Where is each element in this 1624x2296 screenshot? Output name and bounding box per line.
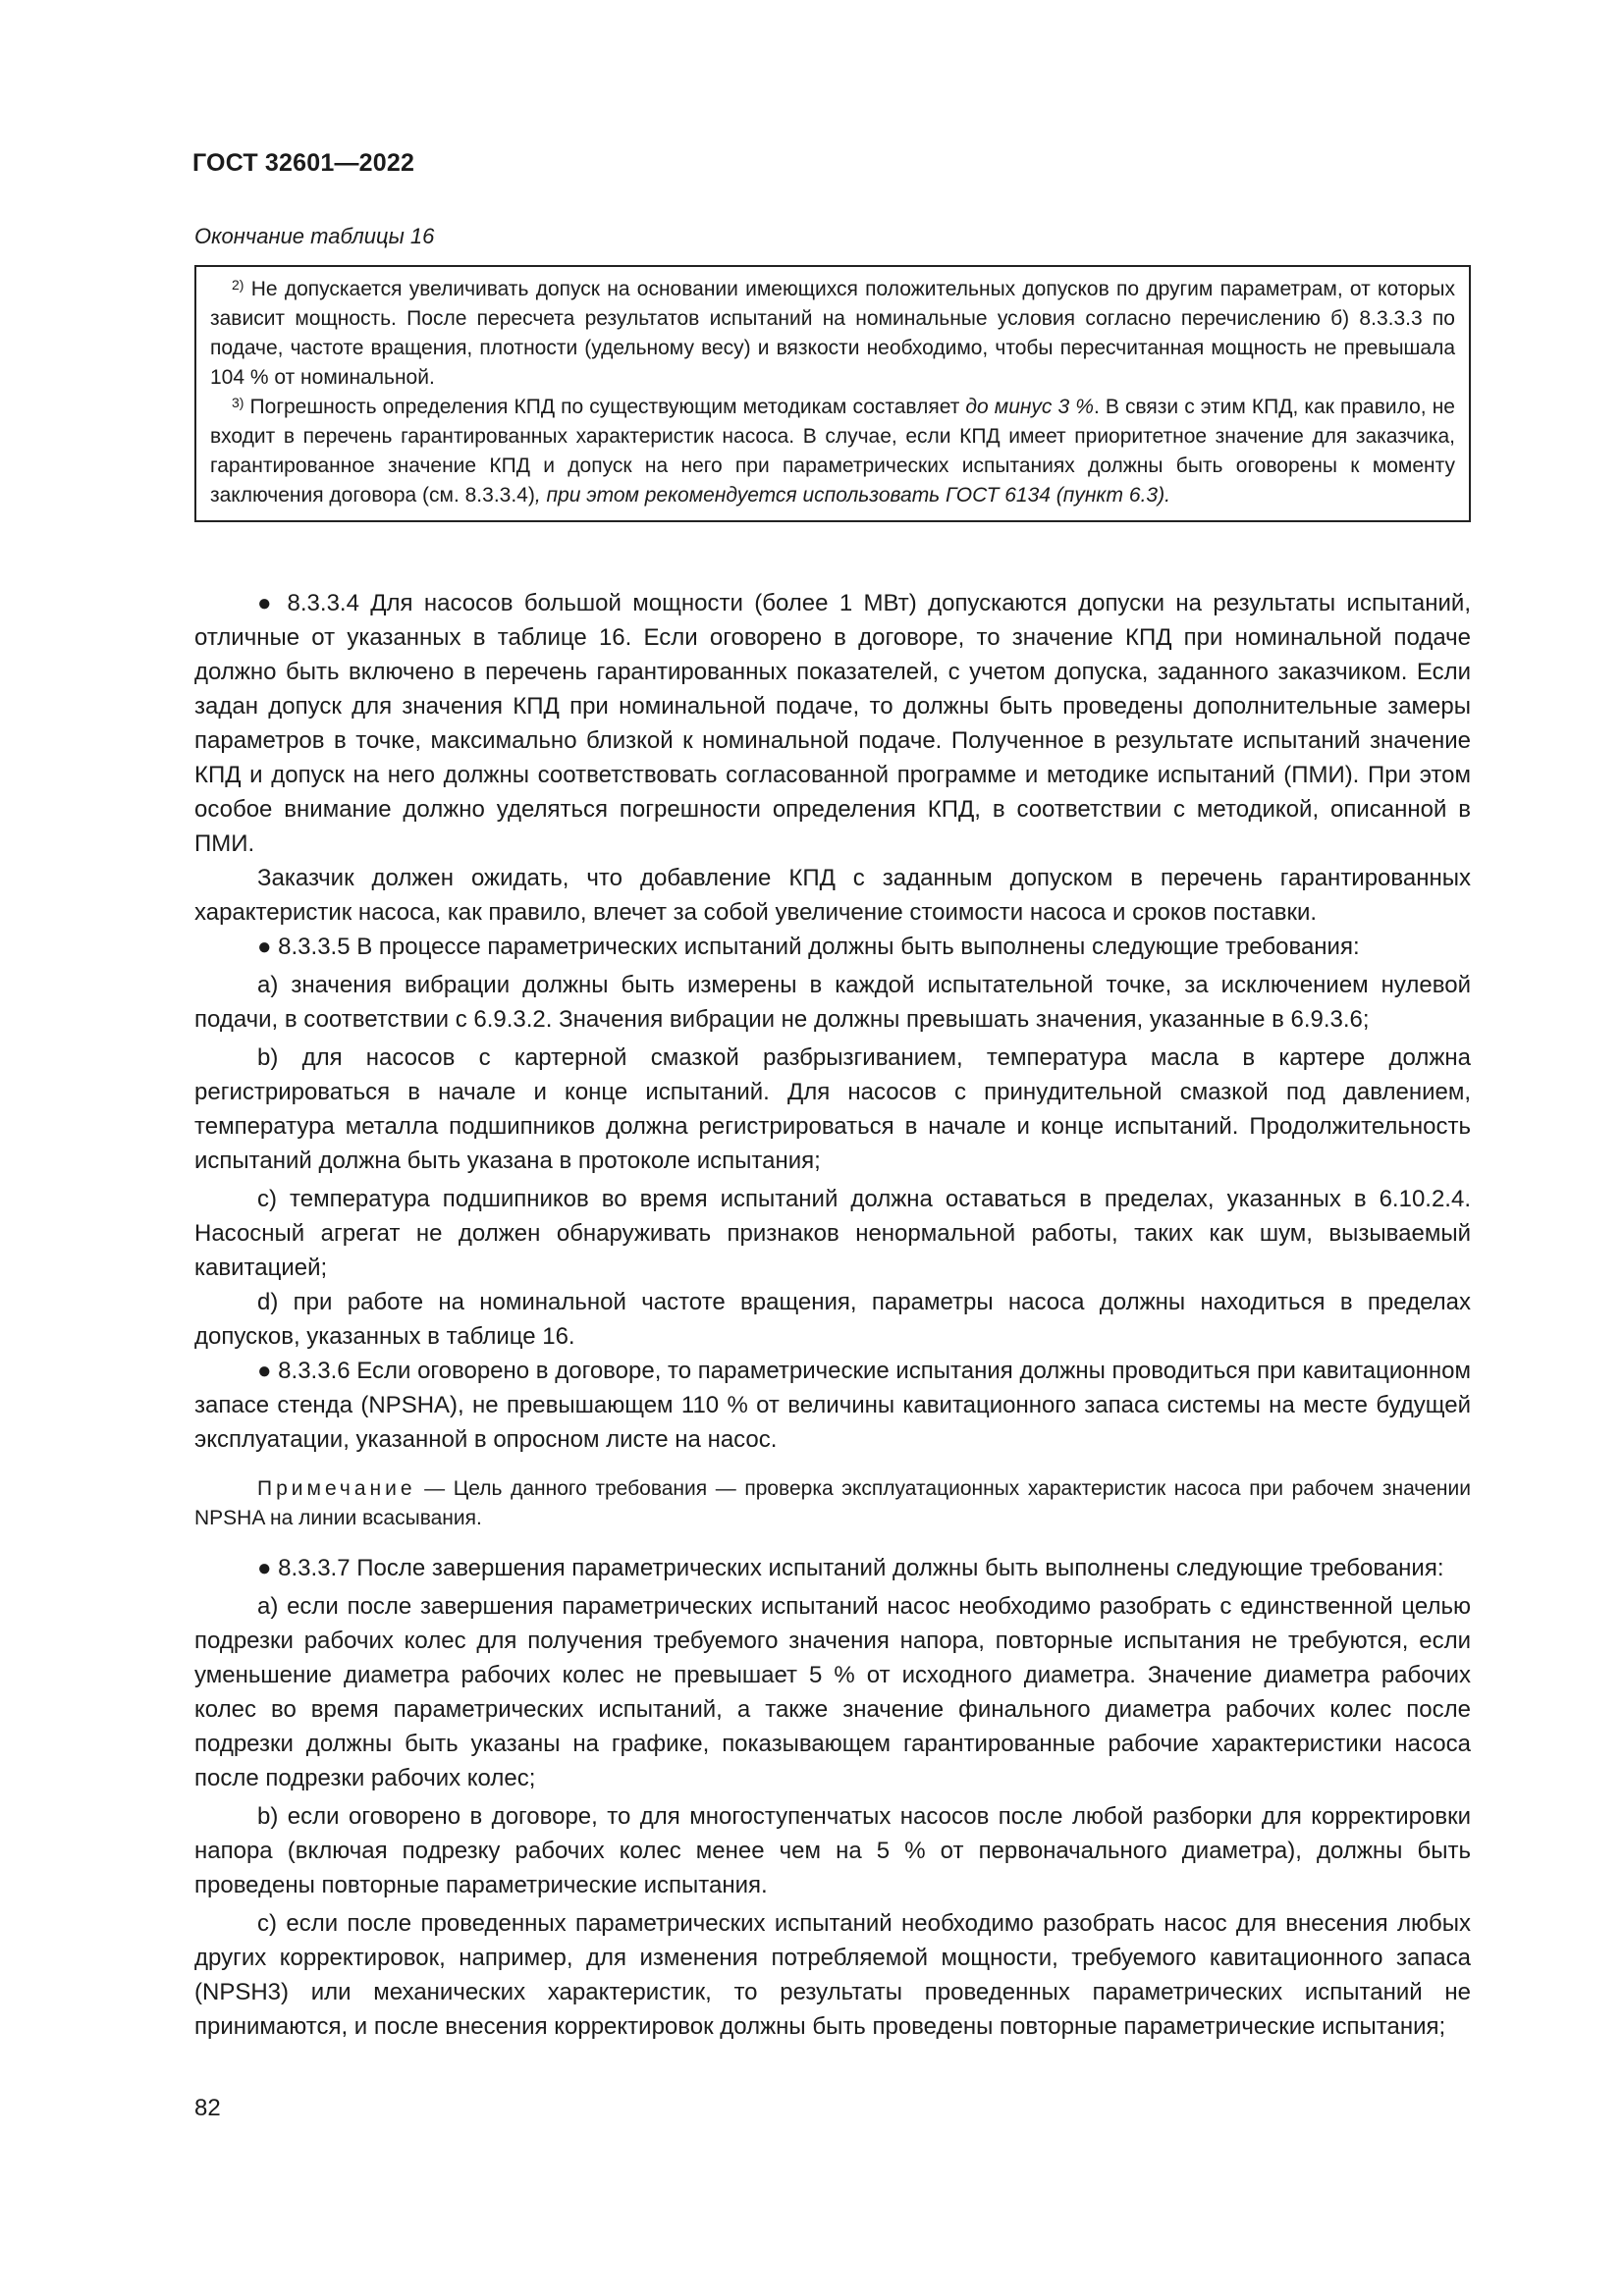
footnote-italic-text: , при этом рекомендуется использовать ГОСТ 6134 (пункт 6.3). xyxy=(534,484,1170,507)
note xyxy=(194,1474,1471,1533)
paragraph-customer-expectation: Заказчик должен ожидать, что добавление КПД с заданным допуском в перечень гарантированных характеристик насоса, как правило, влечет за собой увеличение стоимости насоса и сроков поставки. xyxy=(194,865,1471,926)
footnote-2 xyxy=(210,275,1455,393)
list-item-c: c) если после проведенных параметрических испытаний необходимо разобрать насос для внесения любых других корректировок, например, для изменения потребляемой мощности, требуемого кавитационного запаса (NPSH3) или механических характеристик, то результаты проведенных параметрических испытаний не принимаются, и после внесения корректировок должны быть проведены повторные параметрические испытания; xyxy=(194,1910,1471,2040)
footnote-mark: 3) xyxy=(232,395,244,410)
footnote-text: Погрешность определения КПД по существующим методикам составляет xyxy=(249,396,966,418)
main-body xyxy=(194,586,1471,2044)
footnote-text: Не допускается увеличивать допуск на основании имеющихся положительных допусков по другим параметрам, от которых зависит мощность. После пересчета результатов испытаний на номинальные условия согласно перечислению б) 8.3.3.3 по подаче, частоте вращения, плотности (удельному весу) и вязкости необходимо, чтобы пересчитанная мощность не превышала 104 % от номинальной. xyxy=(210,278,1455,389)
table-continuation-caption: Окончание таблицы 16 xyxy=(194,224,435,248)
list-item-b: b) если оговорено в договоре, то для многоступенчатых насосов после любой разборки для корректировки напора (включая подрезку рабочих колес менее чем на 5 % от первоначального диаметра), должны быть проведены повторные параметрические испытания. xyxy=(194,1803,1471,1898)
table-footnotes-box xyxy=(194,265,1471,522)
list-item-c: c) температура подшипников во время испытаний должна оставаться в пределах, указанных в 6.10.2.4. Насосный агрегат не должен обнаруживать признаков ненормальной работы, таких как шум, вызываемый кавитацией; xyxy=(194,1186,1471,1281)
footnote-mark: 2) xyxy=(232,277,244,293)
list-item-a: a) если после завершения параметрических испытаний насос необходимо разобрать с единственной целью подрезки рабочих колес для получения требуемого значения напора, повторные испытания не требуются, если уменьшение диаметра рабочих колес не превышает 5 % от исходного диаметра. Значение диаметра рабочих колес во время параметрических испытаний, а также значение финального диаметра рабочих колес после подрезки должны быть указаны на графике, показывающем гарантированные рабочие характеристики насоса после подрезки рабочих колес; xyxy=(194,1593,1471,1791)
paragraph-8-3-3-5: ● 8.3.3.5 В процессе параметрических испытаний должны быть выполнены следующие требования: xyxy=(257,934,1360,960)
footnote-text: . В связи с этим КПД, как правило, не входит в перечень гарантированных характеристик насоса. В случае, если КПД имеет приоритетное значение для заказчика, гарантированное значение КПД и допуск на него при параметрических испытаниях должны быть оговорены к моменту заключения договора (см. 8.3.3.4) xyxy=(210,396,1455,507)
list-item-a: a) значения вибрации должны быть измерены в каждой испытательной точке, за исключением нулевой подачи, в соответствии с 6.9.3.2. Значения вибрации не должны превышать значения, указанные в 6.9.3.6; xyxy=(194,972,1471,1033)
document-header: ГОСТ 32601—2022 xyxy=(192,149,415,177)
note-text: — Цель данного требования — проверка эксплуатационных характеристик насоса при рабочем значении NPSHA на линии всасывания. xyxy=(194,1477,1471,1529)
list-item-d: d) при работе на номинальной частоте вращения, параметры насоса должны находиться в пределах допусков, указанных в таблице 16. xyxy=(194,1289,1471,1350)
paragraph-8-3-3-6: ● 8.3.3.6 Если оговорено в договоре, то параметрические испытания должны проводиться при кавитационном запасе стенда (NPSHA), не превышающем 110 % от величины кавитационного запаса системы на месте будущей эксплуатации, указанной в опросном листе на насос. xyxy=(194,1358,1471,1453)
footnote-italic-text: до минус 3 % xyxy=(965,396,1094,418)
paragraph-8-3-3-4: ● 8.3.3.4 Для насосов большой мощности (более 1 МВт) допускаются допуски на результаты испытаний, отличные от указанных в таблице 16. Если оговорено в договоре, то значение КПД при номинальной подаче должно быть включено в перечень гарантированных показателей, с учетом допуска, заданного заказчиком. Если задан допуск для значения КПД при номинальной подаче, то должны быть проведены дополнительные замеры параметров в точке, максимально близкой к номинальной подаче. Полученное в результате испытаний значение КПД и допуск на него должны соответствовать согласованной программе и методике испытаний (ПМИ). При этом особое внимание должно уделяться погрешности определения КПД, в соответствии с методикой, описанной в ПМИ. xyxy=(194,590,1471,857)
list-item-b: b) для насосов с картерной смазкой разбрызгиванием, температура масла в картере должна регистрироваться в начале и конце испытаний. Для насосов с принудительной смазкой под давлением, температура металла подшипников должна регистрироваться в начале и конце испытаний. Продолжительность испытаний должна быть указана в протоколе испытания; xyxy=(194,1044,1471,1174)
note-label: Примечание xyxy=(257,1477,416,1500)
page-number: 82 xyxy=(194,2095,221,2121)
footnote-3 xyxy=(210,393,1455,510)
paragraph-8-3-3-7: ● 8.3.3.7 После завершения параметрических испытаний должны быть выполнены следующие требования: xyxy=(257,1555,1444,1581)
